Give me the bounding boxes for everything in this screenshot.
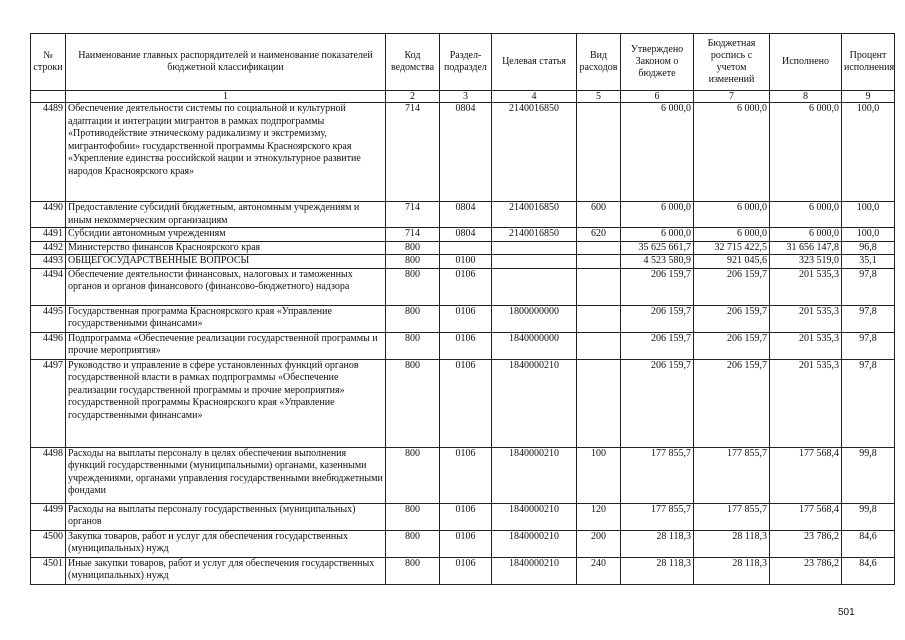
header-dept-code: Код ведомства bbox=[386, 34, 440, 91]
row-expense-type bbox=[577, 255, 621, 269]
row-executed: 201 535,3 bbox=[770, 268, 842, 305]
row-approved: 6 000,0 bbox=[621, 202, 694, 228]
row-dept-code: 714 bbox=[386, 202, 440, 228]
row-number: 4501 bbox=[31, 557, 66, 584]
row-number: 4494 bbox=[31, 268, 66, 305]
row-budget-list: 28 118,3 bbox=[694, 530, 770, 557]
row-number: 4499 bbox=[31, 503, 66, 530]
row-approved: 177 855,7 bbox=[621, 503, 694, 530]
table-row bbox=[31, 359, 895, 447]
table-row bbox=[31, 447, 895, 503]
header-row-no: № строки bbox=[31, 34, 66, 91]
row-name: Подпрограмма «Обеспечение реализации государственной программы и прочие мероприятия» bbox=[66, 332, 386, 359]
row-number: 4492 bbox=[31, 241, 66, 255]
row-budget-list: 206 159,7 bbox=[694, 332, 770, 359]
row-approved: 177 855,7 bbox=[621, 447, 694, 503]
row-percent: 97,8 bbox=[842, 268, 895, 305]
row-executed: 177 568,4 bbox=[770, 447, 842, 503]
row-name: Субсидии автономным учреждениям bbox=[66, 228, 386, 242]
row-target bbox=[492, 241, 577, 255]
row-number: 4496 bbox=[31, 332, 66, 359]
row-approved: 35 625 661,7 bbox=[621, 241, 694, 255]
row-target: 1840000210 bbox=[492, 503, 577, 530]
row-expense-type bbox=[577, 359, 621, 447]
row-executed: 177 568,4 bbox=[770, 503, 842, 530]
row-percent: 97,8 bbox=[842, 332, 895, 359]
row-name: Расходы на выплаты персоналу в целях обеспечения выполнения функций государственными (муниципальными) органами, казенными учреждениями, органами управления государственными внебюджетными фондами bbox=[66, 447, 386, 503]
column-number: 9 bbox=[842, 91, 895, 103]
table-row bbox=[31, 228, 895, 242]
row-percent: 35,1 bbox=[842, 255, 895, 269]
row-name: Иные закупки товаров, работ и услуг для обеспечения государственных (муниципальных) нужд bbox=[66, 557, 386, 584]
row-expense-type: 600 bbox=[577, 202, 621, 228]
row-name: Обеспечение деятельности системы по социальной и культурной адаптации и интеграции мигрантов в рамках подпрограммы «Противодействие этническому радикализму и экстремизму, мигрантофобии» государственной программы Красноярского края «Укрепление единства российской нации и этнокультурное развитие народов Красноярского края» bbox=[66, 103, 386, 202]
header-target: Целевая статья bbox=[492, 34, 577, 91]
page-number: 501 bbox=[838, 607, 855, 618]
column-number: 5 bbox=[577, 91, 621, 103]
row-number: 4498 bbox=[31, 447, 66, 503]
column-number bbox=[31, 91, 66, 103]
row-executed: 201 535,3 bbox=[770, 305, 842, 332]
row-target: 1840000210 bbox=[492, 447, 577, 503]
row-percent: 96,8 bbox=[842, 241, 895, 255]
row-dept-code: 714 bbox=[386, 103, 440, 202]
row-dept-code: 800 bbox=[386, 255, 440, 269]
row-name: Министерство финансов Красноярского края bbox=[66, 241, 386, 255]
row-name: Предоставление субсидий бюджетным, автономным учреждениям и иным некоммерческим организациям bbox=[66, 202, 386, 228]
row-executed: 201 535,3 bbox=[770, 359, 842, 447]
column-number: 7 bbox=[694, 91, 770, 103]
row-expense-type bbox=[577, 103, 621, 202]
row-dept-code: 800 bbox=[386, 332, 440, 359]
row-section: 0804 bbox=[440, 103, 492, 202]
header-executed: Исполнено bbox=[770, 34, 842, 91]
budget-execution-table bbox=[30, 33, 895, 585]
table-row bbox=[31, 202, 895, 228]
row-dept-code: 800 bbox=[386, 447, 440, 503]
row-dept-code: 800 bbox=[386, 359, 440, 447]
row-percent: 99,8 bbox=[842, 447, 895, 503]
row-approved: 28 118,3 bbox=[621, 530, 694, 557]
row-number: 4489 bbox=[31, 103, 66, 202]
row-budget-list: 28 118,3 bbox=[694, 557, 770, 584]
row-dept-code: 714 bbox=[386, 228, 440, 242]
row-target: 1840000000 bbox=[492, 332, 577, 359]
row-percent: 100,0 bbox=[842, 103, 895, 202]
row-executed: 23 786,2 bbox=[770, 557, 842, 584]
row-dept-code: 800 bbox=[386, 530, 440, 557]
row-percent: 99,8 bbox=[842, 503, 895, 530]
row-dept-code: 800 bbox=[386, 241, 440, 255]
row-budget-list: 32 715 422,5 bbox=[694, 241, 770, 255]
row-approved: 206 159,7 bbox=[621, 268, 694, 305]
row-percent: 97,8 bbox=[842, 305, 895, 332]
row-section: 0106 bbox=[440, 447, 492, 503]
row-approved: 4 523 580,9 bbox=[621, 255, 694, 269]
row-section: 0804 bbox=[440, 228, 492, 242]
row-approved: 206 159,7 bbox=[621, 359, 694, 447]
table-row bbox=[31, 103, 895, 202]
header-section: Раздел-подраздел bbox=[440, 34, 492, 91]
table-row bbox=[31, 241, 895, 255]
column-number: 3 bbox=[440, 91, 492, 103]
row-budget-list: 921 045,6 bbox=[694, 255, 770, 269]
header-expense-type: Вид расходов bbox=[577, 34, 621, 91]
row-budget-list: 6 000,0 bbox=[694, 202, 770, 228]
column-number-row bbox=[31, 91, 895, 103]
row-expense-type bbox=[577, 268, 621, 305]
row-section: 0106 bbox=[440, 305, 492, 332]
row-target bbox=[492, 268, 577, 305]
column-number: 8 bbox=[770, 91, 842, 103]
row-percent: 84,6 bbox=[842, 530, 895, 557]
row-percent: 84,6 bbox=[842, 557, 895, 584]
row-expense-type bbox=[577, 305, 621, 332]
header-name: Наименование главных распорядителей и наименование показателей бюджетной классификации bbox=[66, 34, 386, 91]
row-executed: 31 656 147,8 bbox=[770, 241, 842, 255]
row-budget-list: 206 159,7 bbox=[694, 305, 770, 332]
row-number: 4491 bbox=[31, 228, 66, 242]
table-row bbox=[31, 530, 895, 557]
header-approved: Утверждено Законом о бюджете bbox=[621, 34, 694, 91]
row-target bbox=[492, 255, 577, 269]
table-header-row bbox=[31, 34, 895, 91]
row-number: 4500 bbox=[31, 530, 66, 557]
table-row bbox=[31, 255, 895, 269]
row-expense-type: 620 bbox=[577, 228, 621, 242]
row-percent: 100,0 bbox=[842, 228, 895, 242]
row-dept-code: 800 bbox=[386, 268, 440, 305]
row-name: Закупка товаров, работ и услуг для обеспечения государственных (муниципальных) нужд bbox=[66, 530, 386, 557]
header-budget-list: Бюджетная роспись с учетом изменений bbox=[694, 34, 770, 91]
row-name: Руководство и управление в сфере установленных функций органов государственной власти в рамках подпрограммы «Обеспечение реализации государственной программы и прочие мероприятия» государственной программы Красноярского края «Управление государственными финансами» bbox=[66, 359, 386, 447]
row-target: 1840000210 bbox=[492, 557, 577, 584]
row-budget-list: 177 855,7 bbox=[694, 503, 770, 530]
row-name: ОБЩЕГОСУДАРСТВЕННЫЕ ВОПРОСЫ bbox=[66, 255, 386, 269]
row-number: 4490 bbox=[31, 202, 66, 228]
row-target: 2140016850 bbox=[492, 202, 577, 228]
row-percent: 97,8 bbox=[842, 359, 895, 447]
row-target: 2140016850 bbox=[492, 228, 577, 242]
row-executed: 6 000,0 bbox=[770, 202, 842, 228]
row-number: 4495 bbox=[31, 305, 66, 332]
row-approved: 6 000,0 bbox=[621, 103, 694, 202]
row-executed: 201 535,3 bbox=[770, 332, 842, 359]
row-section: 0106 bbox=[440, 530, 492, 557]
row-target: 2140016850 bbox=[492, 103, 577, 202]
column-number: 6 bbox=[621, 91, 694, 103]
row-approved: 206 159,7 bbox=[621, 305, 694, 332]
row-expense-type bbox=[577, 241, 621, 255]
column-number: 4 bbox=[492, 91, 577, 103]
row-expense-type bbox=[577, 332, 621, 359]
table-row bbox=[31, 268, 895, 305]
row-section: 0106 bbox=[440, 557, 492, 584]
row-expense-type: 200 bbox=[577, 530, 621, 557]
row-budget-list: 177 855,7 bbox=[694, 447, 770, 503]
row-section: 0106 bbox=[440, 332, 492, 359]
row-section: 0106 bbox=[440, 359, 492, 447]
row-number: 4497 bbox=[31, 359, 66, 447]
table-row bbox=[31, 557, 895, 584]
row-dept-code: 800 bbox=[386, 305, 440, 332]
row-dept-code: 800 bbox=[386, 557, 440, 584]
row-section: 0100 bbox=[440, 255, 492, 269]
row-budget-list: 206 159,7 bbox=[694, 268, 770, 305]
row-approved: 206 159,7 bbox=[621, 332, 694, 359]
column-number: 2 bbox=[386, 91, 440, 103]
row-number: 4493 bbox=[31, 255, 66, 269]
table-row bbox=[31, 503, 895, 530]
row-name: Государственная программа Красноярского края «Управление государственными финансами» bbox=[66, 305, 386, 332]
row-approved: 28 118,3 bbox=[621, 557, 694, 584]
row-section: 0106 bbox=[440, 503, 492, 530]
row-approved: 6 000,0 bbox=[621, 228, 694, 242]
row-section: 0804 bbox=[440, 202, 492, 228]
table-row bbox=[31, 305, 895, 332]
row-expense-type: 120 bbox=[577, 503, 621, 530]
row-dept-code: 800 bbox=[386, 503, 440, 530]
row-budget-list: 6 000,0 bbox=[694, 228, 770, 242]
row-section bbox=[440, 241, 492, 255]
row-target: 1800000000 bbox=[492, 305, 577, 332]
header-percent: Процент исполнения bbox=[842, 34, 895, 91]
row-executed: 6 000,0 bbox=[770, 228, 842, 242]
row-budget-list: 206 159,7 bbox=[694, 359, 770, 447]
row-expense-type: 240 bbox=[577, 557, 621, 584]
table-row bbox=[31, 332, 895, 359]
row-executed: 6 000,0 bbox=[770, 103, 842, 202]
table-body bbox=[31, 103, 895, 585]
row-executed: 23 786,2 bbox=[770, 530, 842, 557]
row-name: Расходы на выплаты персоналу государственных (муниципальных) органов bbox=[66, 503, 386, 530]
row-name: Обеспечение деятельности финансовых, налоговых и таможенных органов и органов финансового (финансово-бюджетного) надзора bbox=[66, 268, 386, 305]
row-budget-list: 6 000,0 bbox=[694, 103, 770, 202]
row-percent: 100,0 bbox=[842, 202, 895, 228]
row-section: 0106 bbox=[440, 268, 492, 305]
column-number: 1 bbox=[66, 91, 386, 103]
row-executed: 323 519,0 bbox=[770, 255, 842, 269]
row-expense-type: 100 bbox=[577, 447, 621, 503]
row-target: 1840000210 bbox=[492, 530, 577, 557]
row-target: 1840000210 bbox=[492, 359, 577, 447]
